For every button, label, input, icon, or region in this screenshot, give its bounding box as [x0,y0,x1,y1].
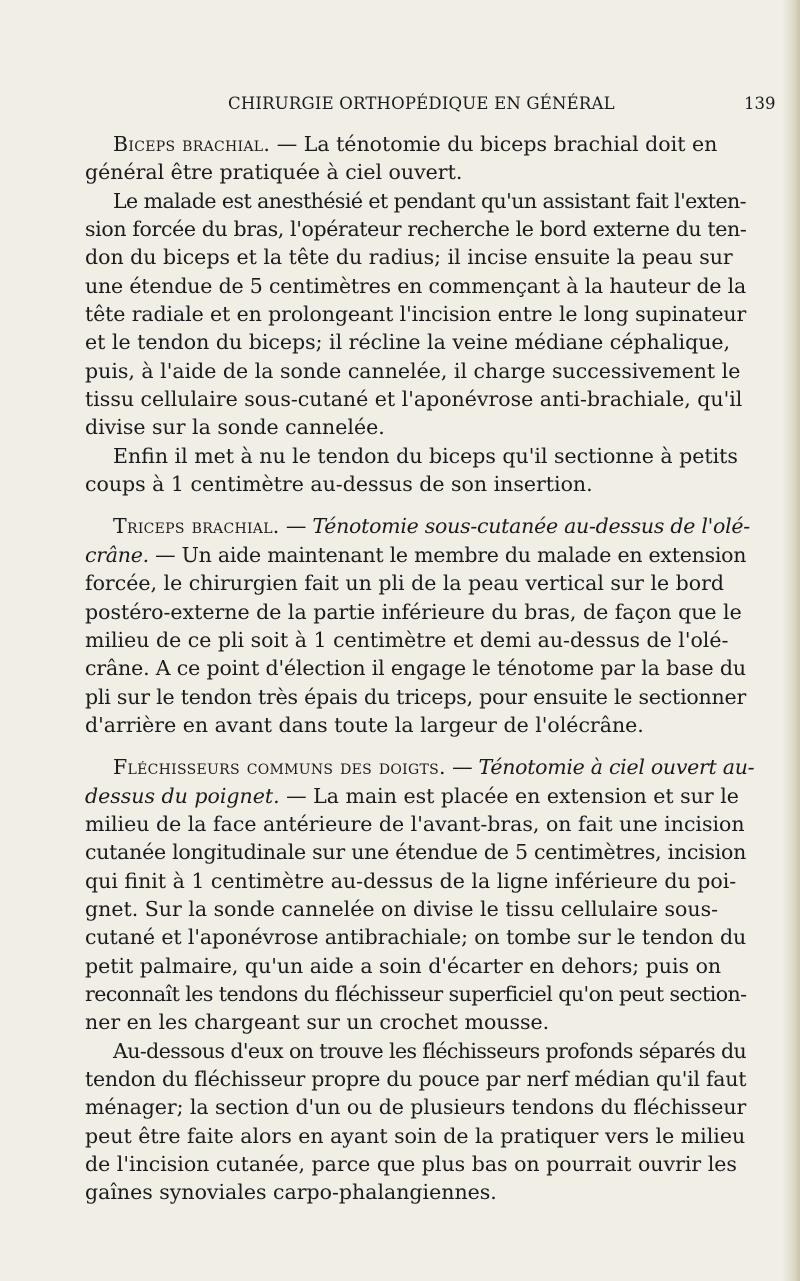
dash: — [270,132,304,156]
biceps-paragraph-2 [85,187,746,442]
triceps-paragraph [85,512,750,739]
text-line: peut être faite alors en ayant soin de la pratiquer vers le milieu [85,1123,746,1148]
section-subtitle-triceps: Ténotomie sous-cutanée au-dessus de l'olé- [312,514,750,539]
text-line: divise sur la sonde cannelée. [85,415,385,440]
biceps-paragraph-1 [85,130,746,187]
running-title: CHIRURGIE ORTHOPÉDIQUE EN GÉNÉRAL [228,94,615,113]
page-number: 139 [744,94,776,113]
biceps-paragraph-3 [85,442,746,499]
text-line: général être pratiquée à ciel ouvert. [85,160,463,185]
text-line: reconnaît les tendons du fléchisseur superficiel qu'on peut section- [85,981,747,1006]
text-line: Triceps brachial. — Ténotomie sous-cutanée au-dessus de l'olé- [113,514,750,539]
section-heading-flechisseurs: Fléchisseurs communs des doigts. [113,755,446,780]
text-line: gaînes synoviales carpo-phalangiennes. [85,1180,497,1205]
text-line: tendon du fléchisseur propre du pouce par nerf médian qu'il faut [85,1067,747,1091]
text-line: tête radiale et en prolongeant l'incision entre le long supinateur [85,302,747,327]
page-edge-shadow [782,0,800,1281]
text-line: cutanée longitudinale sur une étendue de 5 centimètres, incision [85,840,747,865]
text-line [85,130,746,158]
text-line: et le tendon du biceps; il récline la veine médiane céphalique, [85,330,731,355]
text-line: puis, à l'aide de la sonde cannelée, il charge successivement le [85,358,741,383]
text-line: qui finit à 1 centimètre au-dessus de la ligne inférieure du poi- [85,868,737,893]
text-line: de l'incision cutanée, parce que plus bas on pourrait ouvrir les [85,1152,737,1177]
section-subtitle-flechisseurs: Ténotomie à ciel ouvert au- [478,755,755,780]
text-line: cutané et l'aponévrose antibrachiale; on tombe sur le tendon du [85,925,747,950]
text-line: crâne. — Un aide maintenant le membre du malade en extension [85,542,747,567]
text-line: tissu cellulaire sous-cutané et l'aponévrose anti-brachiale, qu'il [85,387,743,412]
text-line: sion forcée du bras, l'opérateur recherche le bord externe du ten- [85,217,747,242]
section-heading-biceps: Biceps brachial. [113,132,271,156]
text-line: une étendue de 5 centimètres en commençant à la hauteur de la [85,273,747,298]
text-line: milieu de ce pli soit à 1 centimètre et demi au-dessus de l'olé- [85,627,729,652]
text-line: gnet. Sur la sonde cannelée on divise le tissu cellulaire sous- [85,896,719,921]
text-line: Au-dessous d'eux on trouve les fléchisseurs profonds séparés du [113,1038,747,1063]
text-line: crâne. A ce point d'élection il engage le ténotome par la base du [85,656,746,681]
section-heading-triceps: Triceps brachial. [113,514,280,539]
text-line: petit palmaire, qu'un aide a soin d'écarter en dehors; puis on [85,953,722,978]
text-line: ménager; la section d'un ou de plusieurs tendons du fléchisseur [85,1095,747,1120]
text-line: pli sur le tendon très épais du triceps, pour ensuite le sectionner [85,684,747,709]
page-body [85,130,755,1207]
text-line: coups à 1 centimètre au-dessus de son insertion. [85,472,593,497]
text-line: Le malade est anesthésié et pendant qu'un assistant fait l'exten- [113,188,747,213]
page-header [0,94,800,122]
text-line: Enfin il met à nu le tendon du biceps qu'il sectionne à petits [113,443,738,468]
text-line: postéro-externe de la partie inférieure du bras, de façon que le [85,599,742,624]
text-line: forcée, le chirurgien fait un pli de la peau vertical sur le bord [85,571,725,596]
text-line: don du biceps et la tête du radius; il incise ensuite la peau sur [85,245,733,270]
text-line: dessus du poignet. — La main est placée en extension et sur le [85,783,739,808]
text-line: milieu de la face antérieure de l'avant-bras, on fait une incision [85,811,745,836]
text-line: ner en les chargeant sur un crochet mousse. [85,1010,550,1035]
text-line: La ténotomie du biceps brachial doit en [303,132,718,156]
flechisseurs-paragraph-2 [85,1037,746,1207]
flechisseurs-paragraph-1 [85,753,755,1036]
text-line: Fléchisseurs communs des doigts. — Ténotomie à ciel ouvert au- [113,755,755,780]
text-line: d'arrière en avant dans toute la largeur de l'olécrâne. [85,712,644,737]
